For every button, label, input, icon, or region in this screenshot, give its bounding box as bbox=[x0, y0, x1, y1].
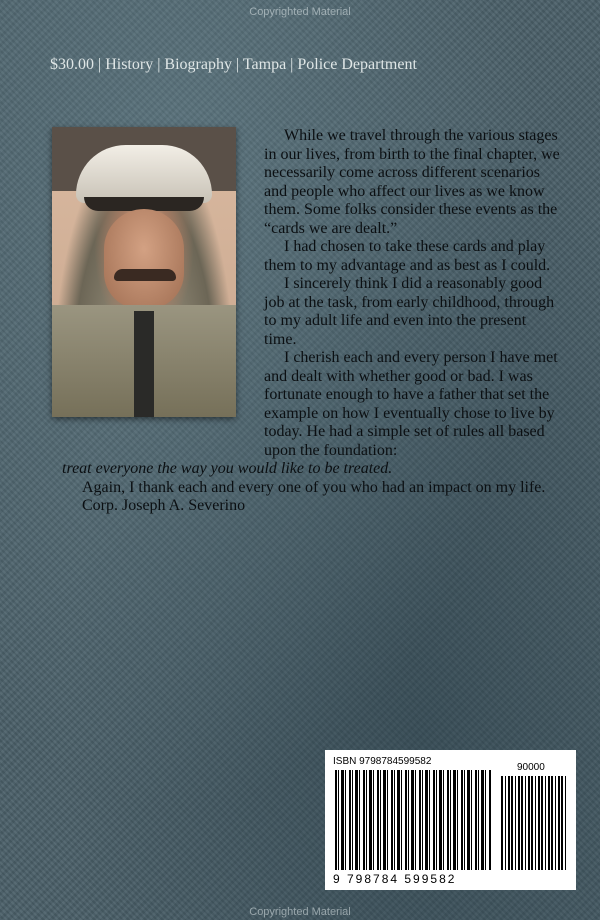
paragraph-1: While we travel through the various stages in our lives, from birth to the final chapter, we necessarily come across different scenarios and people who affect our lives as we know them. Some folks consider these events as the “cards we are dealt.” bbox=[264, 127, 560, 237]
paragraph-6: Again, I thank each and every one of you who had an impact on my life. bbox=[82, 478, 546, 496]
paragraph-3: I sincerely think I did a reasonably good job at the task, from early childhood, through to my adult life and even into the present time. bbox=[264, 275, 555, 348]
paragraph-4: I cherish each and every person I have met and dealt with whether good or bad. I was fortunate enough to have a father that set the example on how I eventually chose to live by today. He had a simple set of rules all based upon the foundation: bbox=[264, 349, 558, 459]
signature: Corp. Joseph A. Severino bbox=[82, 497, 246, 514]
paragraph-quote: treat everyone the way you would like to be treated. bbox=[62, 460, 393, 477]
price-and-categories: $30.00 | History | Biography | Tampa | Police Department bbox=[50, 56, 417, 73]
isbn-barcode bbox=[325, 750, 576, 890]
back-cover-text bbox=[62, 127, 562, 516]
price-code: 90000 bbox=[517, 762, 545, 773]
isbn-digits: 9 798784 599582 bbox=[333, 872, 457, 886]
copyright-watermark-top: Copyrighted Material bbox=[249, 6, 351, 18]
isbn-label: ISBN 9798784599582 bbox=[333, 756, 432, 767]
barcode-bars bbox=[335, 770, 491, 870]
paragraph-2: I had chosen to take these cards and play them to my advantage and as best as I could. bbox=[264, 238, 551, 274]
copyright-watermark-bottom: Copyrighted Material bbox=[249, 906, 351, 918]
barcode-addon-bars bbox=[501, 776, 567, 870]
